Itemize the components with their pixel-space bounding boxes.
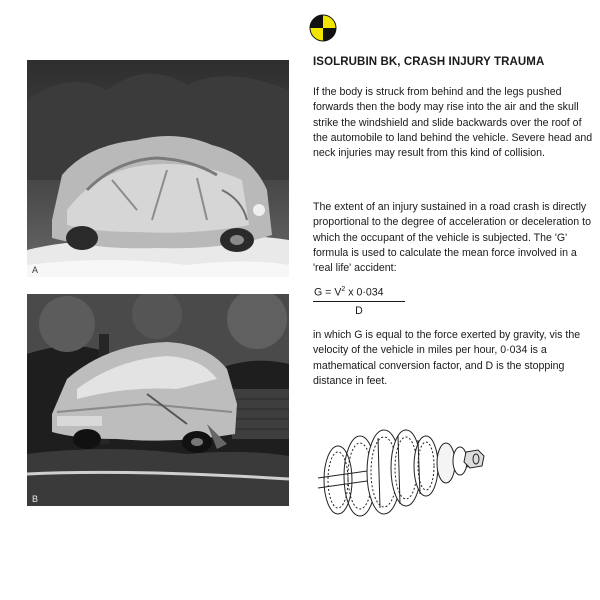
g-formula	[313, 286, 405, 317]
photo-b-label: B	[32, 494, 39, 504]
wrecked-car-photo	[27, 60, 289, 277]
paragraph-1: If the body is struck from behind and the legs pushed forwards then the body may rise into the air and the skull strike the windshield and slide backwards over the roof of the automobile to land behind the vehicle. Severe head and neck injuries may result from this kind of collision.	[313, 86, 593, 160]
photo-a	[27, 60, 289, 277]
formula-numerator-suffix: x 0·034	[345, 286, 384, 299]
wrecked-car-night-photo	[27, 294, 289, 506]
gear-assembly-illustration	[298, 408, 498, 528]
section-title: ISOLRUBIN BK, CRASH INJURY TRAUMA	[313, 56, 545, 68]
formula-denominator: D	[355, 304, 363, 317]
paragraph-2: The extent of an injury sustained in a road crash is directly proportional to the degree of acceleration or deceleration to which the occupant of the vehicle is subjected. The 'G' formula is used to calculate the mean force involved in a 'real life' accident:	[313, 201, 591, 275]
formula-numerator-prefix: G = V	[314, 286, 342, 299]
formula-exponent: 2	[341, 286, 346, 293]
formula-numerator	[313, 286, 405, 301]
paragraph-3: in which G is equal to the force exerted by gravity, vis the velocity of the vehicle in miles per hour, 0·034 is a mathematical conversion factor, and D is the stopping distance in feet.	[313, 329, 581, 387]
photo-a-label: A	[32, 265, 39, 275]
photo-b	[27, 294, 289, 506]
crash-test-target-icon	[309, 14, 337, 42]
